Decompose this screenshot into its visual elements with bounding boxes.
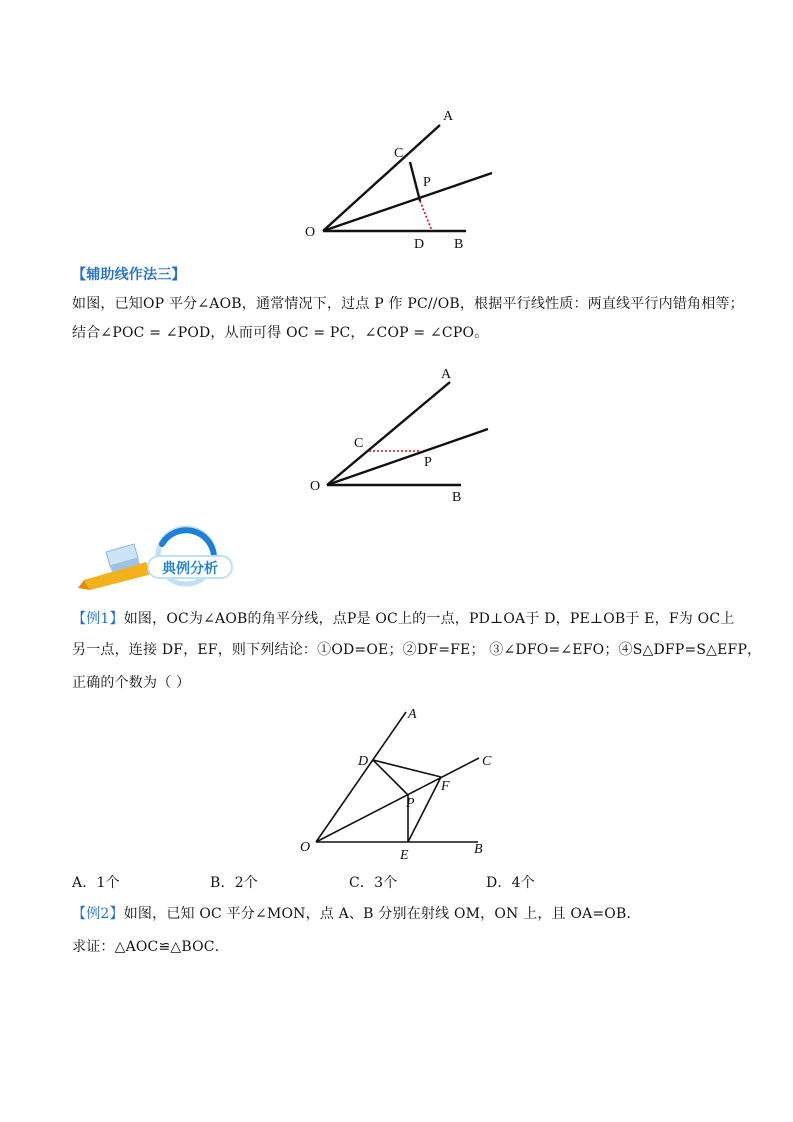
label-O: O <box>300 840 311 855</box>
example1-line-3: 正确的个数为（ ） <box>72 675 191 691</box>
ray-OA <box>316 712 406 842</box>
ray-OP <box>327 429 488 485</box>
label-B: B <box>454 237 464 252</box>
label-C: C <box>482 754 492 769</box>
section-text-line-1: 如图，已知OP 平分∠AOB，通常情况下，过点 P 作 PC//OB，根据平行线性质：两直线平行内错角相等； <box>72 296 744 312</box>
segment-DF <box>373 760 441 777</box>
section-title: 【辅助线作法三】 <box>72 267 186 283</box>
example2-line-2: 求证：△AOC≌△BOC． <box>72 939 229 955</box>
example-analysis-badge <box>76 522 236 592</box>
figure-3-example1-diagram <box>295 700 505 870</box>
label-C: C <box>394 146 404 161</box>
label-A: A <box>408 707 417 722</box>
label-O: O <box>305 225 316 240</box>
label-B: B <box>452 490 462 505</box>
label-P: P <box>424 455 432 470</box>
option-d[interactable]: D．4个 <box>486 875 535 891</box>
example2-tag: 【例2】 <box>72 906 124 922</box>
example2-text-1: 如图，已知 OC 平分∠MON，点 A、B 分别在射线 OM，ON 上，且 OA=OB． <box>123 906 641 922</box>
label-D: D <box>358 754 369 769</box>
example1-tag: 【例1】 <box>72 611 124 627</box>
dotted-PD <box>420 201 432 231</box>
section-text-line-2: 结合∠POC = ∠POD，从而可得 OC = PC，∠COP = ∠CPO。 <box>72 325 489 341</box>
segment-PC <box>410 162 420 201</box>
label-E: E <box>400 848 409 863</box>
label-P: P <box>423 175 431 190</box>
option-a[interactable]: A．1个 <box>72 875 120 891</box>
option-b[interactable]: B．2个 <box>210 875 258 891</box>
segment-DP <box>373 760 408 795</box>
example1-line-1 <box>72 610 734 628</box>
ray-OC <box>316 758 479 842</box>
figure-2-parallel-construction <box>300 360 500 510</box>
badge-text: 典例分析 <box>162 561 218 577</box>
label-P: P <box>406 796 415 811</box>
label-C: C <box>354 436 364 451</box>
label-O: O <box>310 479 321 494</box>
label-F: F <box>441 779 450 794</box>
ray-OP <box>323 173 492 231</box>
label-A: A <box>443 109 454 124</box>
example1-text-1: 如图，OC为∠AOB的角平分线，点P是 OC上的一点，PD⊥OA于 D，PE⊥OB于 E，F为 OC上 <box>123 611 735 627</box>
option-c[interactable]: C．3个 <box>349 875 398 891</box>
example2-line-1 <box>72 905 641 923</box>
label-B: B <box>474 842 483 857</box>
figure-1-angle-bisector-perpendicular <box>290 100 510 260</box>
label-D: D <box>414 237 425 252</box>
example1-line-2: 另一点，连接 DF，EF，则下列结论：①OD=OE；②DF=FE； ③∠DFO=∠EFO；④S△DFP=S△EFP， <box>72 642 762 658</box>
label-A: A <box>441 367 452 382</box>
